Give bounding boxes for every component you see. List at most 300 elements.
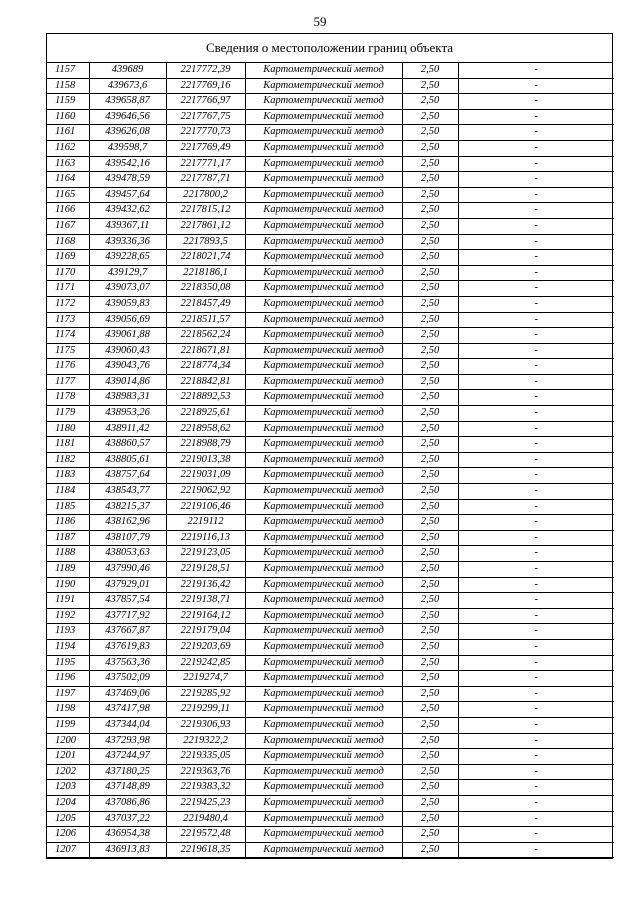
y-coordinate-cell: 2219179,04 [166, 624, 245, 640]
table-row [47, 78, 614, 94]
method-cell: Картометрический метод [245, 187, 402, 203]
point-number-cell: 1202 [47, 764, 89, 780]
accuracy-cell: 2,50 [402, 593, 458, 609]
method-cell: Картометрический метод [245, 593, 402, 609]
y-coordinate-cell: 2218511,57 [166, 312, 245, 328]
description-cell: - [458, 733, 614, 749]
table-row [47, 686, 614, 702]
table-row [47, 94, 614, 110]
x-coordinate-cell: 436913,83 [89, 842, 166, 858]
point-number-cell: 1182 [47, 452, 89, 468]
accuracy-cell: 2,50 [402, 328, 458, 344]
method-cell: Картометрический метод [245, 639, 402, 655]
x-coordinate-cell: 439457,64 [89, 187, 166, 203]
y-coordinate-cell: 2219116,13 [166, 530, 245, 546]
table-row [47, 811, 614, 827]
y-coordinate-cell: 2219425,23 [166, 795, 245, 811]
point-number-cell: 1166 [47, 203, 89, 219]
y-coordinate-cell: 2218562,24 [166, 328, 245, 344]
method-cell: Картометрический метод [245, 452, 402, 468]
point-number-cell: 1198 [47, 702, 89, 718]
y-coordinate-cell: 2218350,08 [166, 281, 245, 297]
x-coordinate-cell: 438215,37 [89, 499, 166, 515]
description-cell: - [458, 265, 614, 281]
page-number: 59 [313, 14, 327, 29]
table-row [47, 764, 614, 780]
y-coordinate-cell: 2217893,5 [166, 234, 245, 250]
table-row [47, 250, 614, 266]
y-coordinate-cell: 2219123,05 [166, 546, 245, 562]
method-cell: Картометрический метод [245, 296, 402, 312]
point-number-cell: 1200 [47, 733, 89, 749]
description-cell: - [458, 749, 614, 765]
method-cell: Картометрический метод [245, 577, 402, 593]
table-row [47, 374, 614, 390]
accuracy-cell: 2,50 [402, 203, 458, 219]
description-cell: - [458, 530, 614, 546]
point-number-cell: 1169 [47, 250, 89, 266]
point-number-cell: 1189 [47, 562, 89, 578]
accuracy-cell: 2,50 [402, 250, 458, 266]
point-number-cell: 1157 [47, 63, 89, 78]
table-row [47, 624, 614, 640]
y-coordinate-cell: 2218988,79 [166, 437, 245, 453]
method-cell: Картометрический метод [245, 156, 402, 172]
y-coordinate-cell: 2217769,16 [166, 78, 245, 94]
y-coordinate-cell: 2217766,97 [166, 94, 245, 110]
y-coordinate-cell: 2217815,12 [166, 203, 245, 219]
method-cell: Картометрический метод [245, 655, 402, 671]
y-coordinate-cell: 2218186,1 [166, 265, 245, 281]
x-coordinate-cell: 439060,43 [89, 343, 166, 359]
accuracy-cell: 2,50 [402, 359, 458, 375]
description-cell: - [458, 671, 614, 687]
point-number-cell: 1190 [47, 577, 89, 593]
description-cell: - [458, 608, 614, 624]
table-row [47, 234, 614, 250]
accuracy-cell: 2,50 [402, 686, 458, 702]
x-coordinate-cell: 439542,16 [89, 156, 166, 172]
table-row [47, 452, 614, 468]
point-number-cell: 1191 [47, 593, 89, 609]
point-number-cell: 1176 [47, 359, 89, 375]
accuracy-cell: 2,50 [402, 484, 458, 500]
table-row [47, 125, 614, 141]
x-coordinate-cell: 438162,96 [89, 515, 166, 531]
method-cell: Картометрический метод [245, 343, 402, 359]
table-row [47, 702, 614, 718]
y-coordinate-cell: 2219618,35 [166, 842, 245, 858]
y-coordinate-cell: 2219128,51 [166, 562, 245, 578]
x-coordinate-cell: 437667,87 [89, 624, 166, 640]
accuracy-cell: 2,50 [402, 406, 458, 422]
y-coordinate-cell: 2219062,92 [166, 484, 245, 500]
table-row [47, 281, 614, 297]
table-row [47, 203, 614, 219]
y-coordinate-cell: 2217771,17 [166, 156, 245, 172]
method-cell: Картометрический метод [245, 390, 402, 406]
table-row [47, 593, 614, 609]
point-number-cell: 1180 [47, 421, 89, 437]
accuracy-cell: 2,50 [402, 671, 458, 687]
y-coordinate-cell: 2219164,12 [166, 608, 245, 624]
y-coordinate-cell: 2219335,05 [166, 749, 245, 765]
x-coordinate-cell: 437037,22 [89, 811, 166, 827]
point-number-cell: 1183 [47, 468, 89, 484]
y-coordinate-cell: 2218958,62 [166, 421, 245, 437]
method-cell: Картометрический метод [245, 764, 402, 780]
point-number-cell: 1203 [47, 780, 89, 796]
point-number-cell: 1196 [47, 671, 89, 687]
y-coordinate-cell: 2219306,93 [166, 717, 245, 733]
table-row [47, 359, 614, 375]
point-number-cell: 1167 [47, 218, 89, 234]
x-coordinate-cell: 439367,11 [89, 218, 166, 234]
description-cell: - [458, 795, 614, 811]
table-row [47, 577, 614, 593]
method-cell: Картометрический метод [245, 250, 402, 266]
accuracy-cell: 2,50 [402, 717, 458, 733]
description-cell: - [458, 406, 614, 422]
y-coordinate-cell: 2217787,71 [166, 172, 245, 188]
x-coordinate-cell: 439073,07 [89, 281, 166, 297]
point-number-cell: 1165 [47, 187, 89, 203]
description-cell: - [458, 452, 614, 468]
point-number-cell: 1188 [47, 546, 89, 562]
accuracy-cell: 2,50 [402, 218, 458, 234]
description-cell: - [458, 686, 614, 702]
table-row [47, 218, 614, 234]
x-coordinate-cell: 438543,77 [89, 484, 166, 500]
point-number-cell: 1164 [47, 172, 89, 188]
y-coordinate-cell: 2219285,92 [166, 686, 245, 702]
x-coordinate-cell: 437417,98 [89, 702, 166, 718]
table-row [47, 390, 614, 406]
table-row [47, 468, 614, 484]
method-cell: Картометрический метод [245, 265, 402, 281]
method-cell: Картометрический метод [245, 359, 402, 375]
description-cell: - [458, 359, 614, 375]
point-number-cell: 1179 [47, 406, 89, 422]
accuracy-cell: 2,50 [402, 499, 458, 515]
point-number-cell: 1172 [47, 296, 89, 312]
method-cell: Картометрический метод [245, 125, 402, 141]
accuracy-cell: 2,50 [402, 624, 458, 640]
table-row [47, 608, 614, 624]
x-coordinate-cell: 437469,06 [89, 686, 166, 702]
x-coordinate-cell: 438860,57 [89, 437, 166, 453]
accuracy-cell: 2,50 [402, 390, 458, 406]
description-cell: - [458, 546, 614, 562]
x-coordinate-cell: 437344,04 [89, 717, 166, 733]
sheet-title: Сведения о местоположении границ объекта [47, 34, 612, 63]
y-coordinate-cell: 2219322,2 [166, 733, 245, 749]
description-cell: - [458, 764, 614, 780]
point-number-cell: 1174 [47, 328, 89, 344]
table-row [47, 187, 614, 203]
accuracy-cell: 2,50 [402, 281, 458, 297]
x-coordinate-cell: 439673,6 [89, 78, 166, 94]
x-coordinate-cell: 437244,97 [89, 749, 166, 765]
x-coordinate-cell: 438757,64 [89, 468, 166, 484]
y-coordinate-cell: 2219112 [166, 515, 245, 531]
method-cell: Картометрический метод [245, 63, 402, 78]
table-row [47, 140, 614, 156]
method-cell: Картометрический метод [245, 312, 402, 328]
accuracy-cell: 2,50 [402, 530, 458, 546]
description-cell: - [458, 842, 614, 858]
description-cell: - [458, 374, 614, 390]
y-coordinate-cell: 2217769,49 [166, 140, 245, 156]
method-cell: Картометрический метод [245, 608, 402, 624]
point-number-cell: 1192 [47, 608, 89, 624]
accuracy-cell: 2,50 [402, 515, 458, 531]
x-coordinate-cell: 439059,83 [89, 296, 166, 312]
x-coordinate-cell: 439658,87 [89, 94, 166, 110]
point-number-cell: 1168 [47, 234, 89, 250]
accuracy-cell: 2,50 [402, 608, 458, 624]
x-coordinate-cell: 438107,79 [89, 530, 166, 546]
method-cell: Картометрический метод [245, 78, 402, 94]
method-cell: Картометрический метод [245, 530, 402, 546]
method-cell: Картометрический метод [245, 421, 402, 437]
method-cell: Картометрический метод [245, 795, 402, 811]
x-coordinate-cell: 437086,86 [89, 795, 166, 811]
description-cell: - [458, 343, 614, 359]
accuracy-cell: 2,50 [402, 655, 458, 671]
accuracy-cell: 2,50 [402, 172, 458, 188]
description-cell: - [458, 63, 614, 78]
table-row [47, 733, 614, 749]
method-cell: Картометрический метод [245, 842, 402, 858]
description-cell: - [458, 562, 614, 578]
description-cell: - [458, 499, 614, 515]
point-number-cell: 1207 [47, 842, 89, 858]
point-number-cell: 1163 [47, 156, 89, 172]
accuracy-cell: 2,50 [402, 764, 458, 780]
point-number-cell: 1187 [47, 530, 89, 546]
point-number-cell: 1184 [47, 484, 89, 500]
x-coordinate-cell: 439478,59 [89, 172, 166, 188]
y-coordinate-cell: 2217861,12 [166, 218, 245, 234]
y-coordinate-cell: 2218671,81 [166, 343, 245, 359]
point-number-cell: 1160 [47, 109, 89, 125]
description-cell: - [458, 78, 614, 94]
accuracy-cell: 2,50 [402, 421, 458, 437]
accuracy-cell: 2,50 [402, 140, 458, 156]
accuracy-cell: 2,50 [402, 187, 458, 203]
y-coordinate-cell: 2219031,09 [166, 468, 245, 484]
point-number-cell: 1193 [47, 624, 89, 640]
method-cell: Картометрический метод [245, 515, 402, 531]
point-number-cell: 1185 [47, 499, 89, 515]
accuracy-cell: 2,50 [402, 639, 458, 655]
table-row [47, 717, 614, 733]
y-coordinate-cell: 2218457,49 [166, 296, 245, 312]
y-coordinate-cell: 2219138,71 [166, 593, 245, 609]
table-row [47, 562, 614, 578]
description-cell: - [458, 827, 614, 843]
method-cell: Картометрический метод [245, 717, 402, 733]
method-cell: Картометрический метод [245, 172, 402, 188]
description-cell: - [458, 624, 614, 640]
description-cell: - [458, 811, 614, 827]
method-cell: Картометрический метод [245, 109, 402, 125]
point-number-cell: 1195 [47, 655, 89, 671]
point-number-cell: 1194 [47, 639, 89, 655]
method-cell: Картометрический метод [245, 811, 402, 827]
table-row [47, 842, 614, 858]
table-row [47, 63, 614, 78]
description-cell: - [458, 468, 614, 484]
description-cell: - [458, 390, 614, 406]
y-coordinate-cell: 2219203,69 [166, 639, 245, 655]
y-coordinate-cell: 2219274,7 [166, 671, 245, 687]
y-coordinate-cell: 2218021,74 [166, 250, 245, 266]
table-row [47, 655, 614, 671]
accuracy-cell: 2,50 [402, 265, 458, 281]
table-row [47, 406, 614, 422]
accuracy-cell: 2,50 [402, 749, 458, 765]
x-coordinate-cell: 439056,69 [89, 312, 166, 328]
x-coordinate-cell: 439598,7 [89, 140, 166, 156]
x-coordinate-cell: 439228,65 [89, 250, 166, 266]
y-coordinate-cell: 2219242,85 [166, 655, 245, 671]
point-number-cell: 1199 [47, 717, 89, 733]
table-row [47, 795, 614, 811]
x-coordinate-cell: 437929,01 [89, 577, 166, 593]
y-coordinate-cell: 2219013,38 [166, 452, 245, 468]
accuracy-cell: 2,50 [402, 296, 458, 312]
point-number-cell: 1201 [47, 749, 89, 765]
point-number-cell: 1181 [47, 437, 89, 453]
table-row [47, 328, 614, 344]
description-cell: - [458, 109, 614, 125]
x-coordinate-cell: 439129,7 [89, 265, 166, 281]
accuracy-cell: 2,50 [402, 94, 458, 110]
y-coordinate-cell: 2219480,4 [166, 811, 245, 827]
table-row [47, 639, 614, 655]
description-cell: - [458, 421, 614, 437]
table-row [47, 296, 614, 312]
accuracy-cell: 2,50 [402, 733, 458, 749]
accuracy-cell: 2,50 [402, 468, 458, 484]
x-coordinate-cell: 439646,56 [89, 109, 166, 125]
accuracy-cell: 2,50 [402, 562, 458, 578]
y-coordinate-cell: 2217800,2 [166, 187, 245, 203]
x-coordinate-cell: 439014,86 [89, 374, 166, 390]
method-cell: Картометрический метод [245, 94, 402, 110]
accuracy-cell: 2,50 [402, 811, 458, 827]
accuracy-cell: 2,50 [402, 842, 458, 858]
method-cell: Картометрический метод [245, 484, 402, 500]
point-number-cell: 1158 [47, 78, 89, 94]
description-cell: - [458, 125, 614, 141]
method-cell: Картометрический метод [245, 437, 402, 453]
method-cell: Картометрический метод [245, 140, 402, 156]
method-cell: Картометрический метод [245, 827, 402, 843]
y-coordinate-cell: 2218842,81 [166, 374, 245, 390]
point-number-cell: 1159 [47, 94, 89, 110]
method-cell: Картометрический метод [245, 624, 402, 640]
accuracy-cell: 2,50 [402, 780, 458, 796]
accuracy-cell: 2,50 [402, 827, 458, 843]
x-coordinate-cell: 438983,31 [89, 390, 166, 406]
method-cell: Картометрический метод [245, 546, 402, 562]
description-cell: - [458, 250, 614, 266]
accuracy-cell: 2,50 [402, 78, 458, 94]
y-coordinate-cell: 2217770,73 [166, 125, 245, 141]
x-coordinate-cell: 439061,88 [89, 328, 166, 344]
accuracy-cell: 2,50 [402, 63, 458, 78]
table-row [47, 499, 614, 515]
y-coordinate-cell: 2218925,61 [166, 406, 245, 422]
table-row [47, 343, 614, 359]
point-number-cell: 1175 [47, 343, 89, 359]
table-row [47, 156, 614, 172]
description-cell: - [458, 484, 614, 500]
method-cell: Картометрический метод [245, 203, 402, 219]
description-cell: - [458, 780, 614, 796]
accuracy-cell: 2,50 [402, 156, 458, 172]
table-row [47, 780, 614, 796]
x-coordinate-cell: 439689 [89, 63, 166, 78]
table-row [47, 312, 614, 328]
method-cell: Картометрический метод [245, 234, 402, 250]
description-cell: - [458, 639, 614, 655]
x-coordinate-cell: 439432,62 [89, 203, 166, 219]
coordinates-table-body [47, 63, 614, 858]
y-coordinate-cell: 2219572,48 [166, 827, 245, 843]
table-row [47, 265, 614, 281]
point-number-cell: 1173 [47, 312, 89, 328]
description-cell: - [458, 140, 614, 156]
point-number-cell: 1177 [47, 374, 89, 390]
x-coordinate-cell: 437857,54 [89, 593, 166, 609]
accuracy-cell: 2,50 [402, 795, 458, 811]
method-cell: Картометрический метод [245, 218, 402, 234]
method-cell: Картометрический метод [245, 374, 402, 390]
x-coordinate-cell: 438053,63 [89, 546, 166, 562]
table-row [47, 109, 614, 125]
x-coordinate-cell: 438911,42 [89, 421, 166, 437]
description-cell: - [458, 187, 614, 203]
table-row [47, 484, 614, 500]
method-cell: Картометрический метод [245, 702, 402, 718]
x-coordinate-cell: 437180,25 [89, 764, 166, 780]
point-number-cell: 1170 [47, 265, 89, 281]
x-coordinate-cell: 438953,26 [89, 406, 166, 422]
description-cell: - [458, 94, 614, 110]
table-row [47, 530, 614, 546]
accuracy-cell: 2,50 [402, 702, 458, 718]
point-number-cell: 1204 [47, 795, 89, 811]
description-cell: - [458, 655, 614, 671]
x-coordinate-cell: 439336,36 [89, 234, 166, 250]
accuracy-cell: 2,50 [402, 343, 458, 359]
description-cell: - [458, 577, 614, 593]
x-coordinate-cell: 438805,61 [89, 452, 166, 468]
point-number-cell: 1206 [47, 827, 89, 843]
y-coordinate-cell: 2219106,46 [166, 499, 245, 515]
y-coordinate-cell: 2219383,32 [166, 780, 245, 796]
description-cell: - [458, 593, 614, 609]
y-coordinate-cell: 2219136,42 [166, 577, 245, 593]
table-row [47, 671, 614, 687]
description-cell: - [458, 515, 614, 531]
x-coordinate-cell: 439043,76 [89, 359, 166, 375]
description-cell: - [458, 296, 614, 312]
